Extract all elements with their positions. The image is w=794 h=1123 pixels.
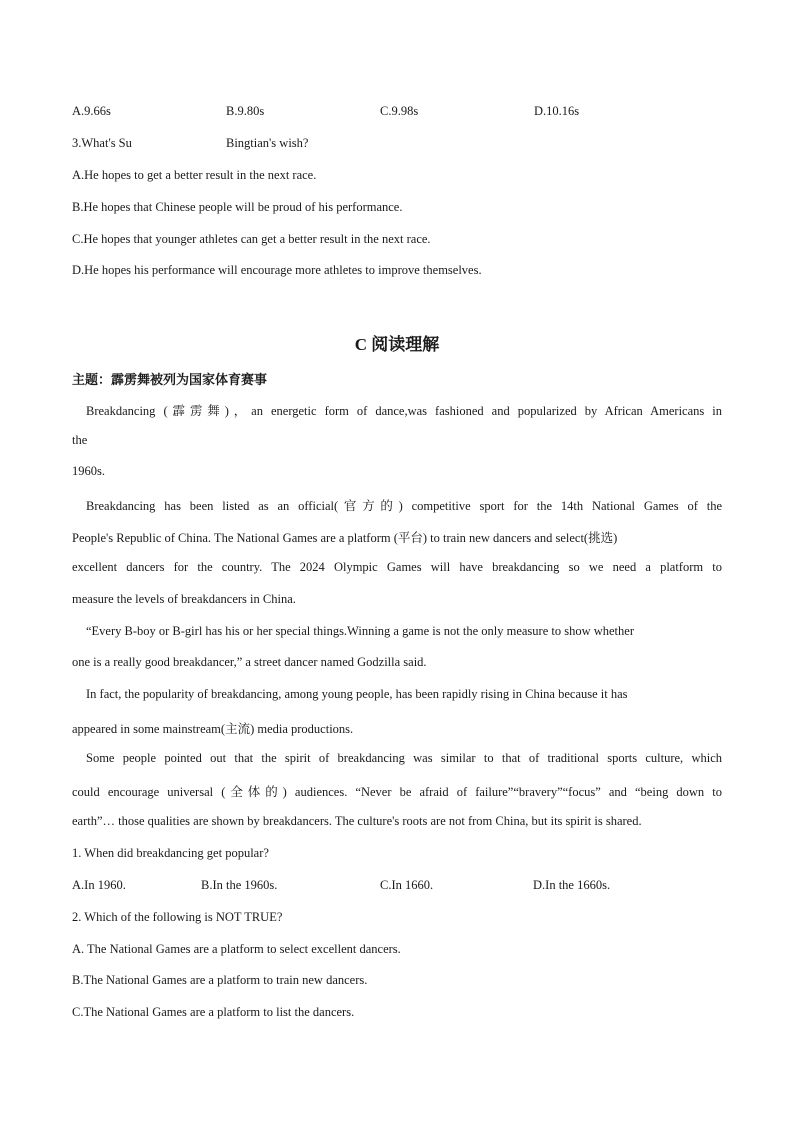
section-title: C 阅读理解	[354, 335, 440, 354]
q3-option-c: C.He hopes that younger athletes can get a better result in the next race.	[72, 232, 431, 246]
q3-stem-part-2: Bingtian's wish?	[226, 136, 309, 150]
q2-option-b: B.The National Games are a platform to train new dancers.	[72, 973, 368, 987]
passage-p5-line-1: Some people pointed out that the spirit of breakdancing was similar to that of traditional sports culture, which	[86, 751, 722, 765]
q2-option-c: C.The National Games are a platform to list the dancers.	[72, 1005, 355, 1019]
q3-option-d: D.He hopes his performance will encourage more athletes to improve themselves.	[72, 263, 482, 277]
q1-stem: 1. When did breakdancing get popular?	[72, 846, 269, 860]
passage-p1-line-3: 1960s.	[72, 464, 105, 478]
passage-p5-line-3: earth”… those qualities are shown by breakdancers. The culture's roots are not from China, but its spirit is shared.	[72, 814, 642, 828]
prev-q2-option-d: D.10.16s	[534, 104, 580, 118]
passage-p2-line-1: Breakdancing has been listed as an official(官方的) competitive sport for the 14th National Games of the	[86, 499, 722, 513]
prev-q2-option-b: B.9.80s	[226, 104, 265, 118]
passage-p5-line-2: could encourage universal (全体的) audiences. “Never be afraid of failure”“bravery”“focus” and “being down to	[72, 785, 722, 799]
passage-p3-line-2: one is a really good breakdancer,” a street dancer named Godzilla said.	[72, 655, 427, 669]
q3-stem-part-1: 3.What's Su	[72, 136, 132, 150]
q3-option-b: B.He hopes that Chinese people will be proud of his performance.	[72, 200, 403, 214]
passage-p1-line-2: the	[72, 433, 88, 447]
passage-p4-line-2: appeared in some mainstream(主流) media productions.	[72, 722, 354, 736]
passage-p2-line-3: excellent dancers for the country. The 2024 Olympic Games will have breakdancing so we need a platform to	[72, 560, 722, 574]
q1-option-c: C.In 1660.	[380, 878, 434, 892]
prev-q2-option-a: A.9.66s	[72, 104, 111, 118]
passage-p1-line-1: Breakdancing (霹雳舞)，an energetic form of dance,was fashioned and popularized by African Americans in	[86, 404, 722, 418]
q2-stem: 2. Which of the following is NOT TRUE?	[72, 910, 283, 924]
q1-option-a: A.In 1960.	[72, 878, 126, 892]
q2-option-a: A. The National Games are a platform to select excellent dancers.	[72, 942, 401, 956]
q1-option-b: B.In the 1960s.	[201, 878, 278, 892]
q3-option-a: A.He hopes to get a better result in the next race.	[72, 168, 317, 182]
section-topic: 主题：霹雳舞被列为国家体育赛事	[72, 372, 268, 387]
passage-p3-line-1: “Every B-boy or B-girl has his or her special things.Winning a game is not the only measure to show whether	[86, 624, 634, 638]
passage-p2-line-2: People's Republic of China. The National Games are a platform (平台) to train new dancers and select(挑选)	[72, 531, 618, 545]
passage-p2-line-4: measure the levels of breakdancers in China.	[72, 592, 296, 606]
passage-p4-line-1: In fact, the popularity of breakdancing, among young people, has been rapidly rising in China because it has	[86, 687, 628, 701]
q1-option-d: D.In the 1660s.	[533, 878, 611, 892]
prev-q2-option-c: C.9.98s	[380, 104, 419, 118]
